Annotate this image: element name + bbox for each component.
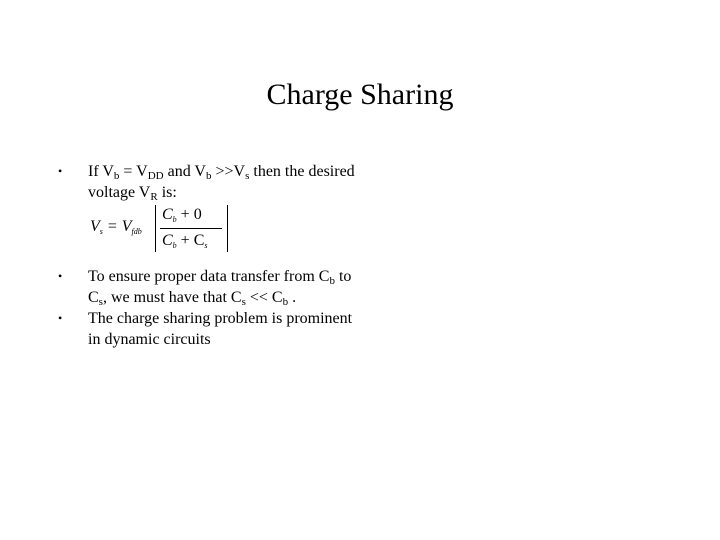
bracket-right-bar <box>227 205 228 252</box>
bullet-item-voltage <box>56 161 366 254</box>
bullet-list <box>56 161 366 350</box>
bullet-text: If $V_b = V_{DD}$ and $V_b >>V_s$ then the desired voltage $V_R$ is: <box>88 163 355 203</box>
bullet-dot: • <box>58 311 63 325</box>
formula-bracket <box>155 204 228 252</box>
bullet-item-problem <box>56 308 366 350</box>
bullet-text: The charge sharing problem is prominent in dynamic circuits <box>88 310 353 348</box>
bullet-text: To ensure proper data transfer from $C_b$ to $C_s$, we must have that $C_s << C_b$ . <box>88 268 352 308</box>
bullet-dot: • <box>58 269 63 283</box>
bracket-left-bar <box>155 205 156 252</box>
formula-numerator: $C_b + 0$ <box>162 206 202 224</box>
bullet-dot: • <box>58 164 63 178</box>
formula-image <box>88 204 366 254</box>
formula-denominator: $C_b + C_s$ <box>162 232 208 250</box>
formula-lhs: $V_s = V_{fdb}$ <box>90 218 142 236</box>
slide-title: Charge Sharing <box>266 78 454 111</box>
fraction-line <box>160 228 222 229</box>
bullet-item-data-transfer <box>56 266 366 308</box>
